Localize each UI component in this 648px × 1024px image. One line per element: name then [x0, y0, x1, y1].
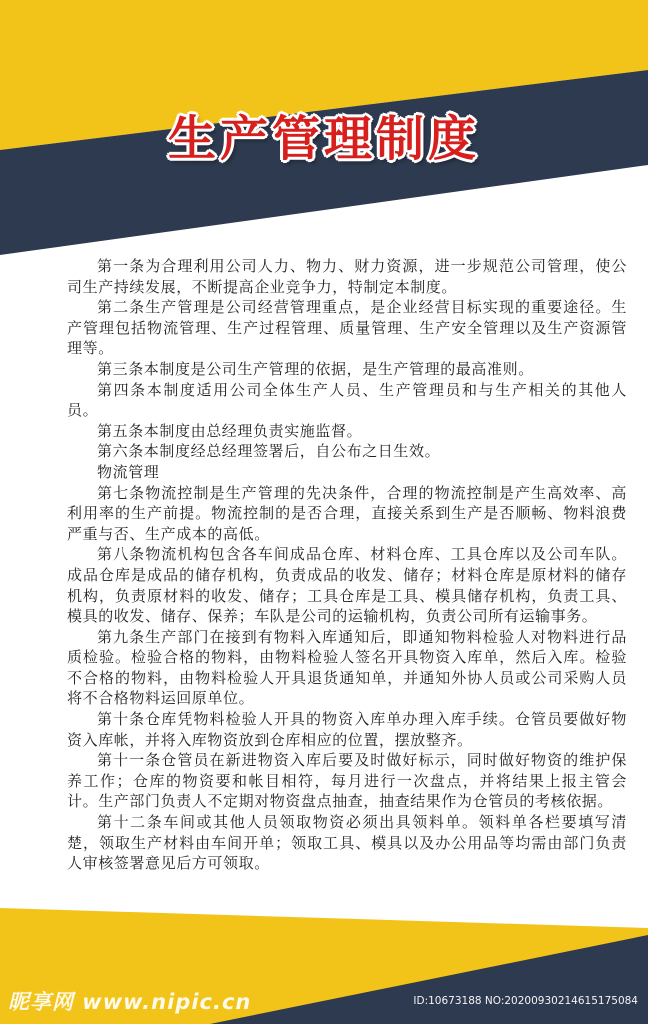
- article-11: 第十一条仓管员在新进物资入库后要及时做好标示，同时做好物资的维护保养工作；仓库的物资要和帐目相符，每月进行一次盘点，并将结果上报主管会计。生产部门负责人不定期对物资盘点抽查，抽查结果作为仓管员的考核依据。: [67, 751, 627, 811]
- article-2: 第二条生产管理是公司经营管理重点，是企业经营目标实现的重要途径。生产管理包括物流管理、生产过程管理、质量管理、生产安全管理以及生产资源管理等。: [67, 298, 627, 358]
- article-8: 第八条物流机构包含各车间成品仓库、材料仓库、工具仓库以及公司车队。成品仓库是成品的储存机构，负责成品的收发、储存；材料仓库是原材料的储存机构，负责原材料的收发、储存；工具仓库是工具、模具储存机构，负责工具、模具的收发、储存、保养；车队是公司的运输机构，负责公司所有运输事务。: [67, 545, 627, 626]
- article-3: 第三条本制度是公司生产管理的依据，是生产管理的最高准则。: [97, 359, 534, 378]
- watermark-logo: 昵享网 www.nipic.cn: [8, 990, 252, 1014]
- poster-title: 生产管理制度: [167, 111, 480, 167]
- article-12: 第十二条车间或其他人员领取物资必须出具领料单。领料单各栏要填写清楚，领取生产材料由车间开单；领取工具、模具以及办公用品等均需由部门负责人审核签署意见后方可领取。: [67, 813, 627, 873]
- article-6: 第六条本制度经总经理签署后，自公布之日生效。: [97, 442, 441, 461]
- article-5: 第五条本制度由总经理负责实施监督。: [97, 421, 363, 440]
- regulation-text: [67, 256, 627, 874]
- watermark-id: ID:10673188 NO:20200930214615175084: [413, 995, 638, 1007]
- article-10: 第十条仓库凭物料检验人开具的物资入库单办理入库手续。仓管员要做好物资入库帐，并将入库物资放到仓库相应的位置，摆放整齐。: [67, 710, 627, 749]
- article-9: 第九条生产部门在接到有物料入库通知后，即通知物料检验人对物料进行品质检验。检验合格的物料，由物料检验人签名开具物资入库单，然后入库。检验不合格的物料，由物料检验人开具退货通知单，并通知外协人员或公司采购人员将不合格物料运回原单位。: [67, 627, 627, 708]
- article-4: 第四条本制度适用公司全体生产人员、生产管理员和与生产相关的其他人员。: [67, 380, 627, 420]
- section-heading: 物流管理: [97, 462, 160, 481]
- article-7: 第七条物流控制是生产管理的先决条件，合理的物流控制是产生高效率、高利用率的生产前提。物流控制的是否合理，直接关系到生产是否顺畅、物料浪费严重与否、生产成本的高低。: [67, 483, 627, 543]
- article-1: 第一条为合理利用公司人力、物力、财力资源，进一步规范公司管理，使公司生产持续发展，不断提高企业竞争力，特制定本制度。: [67, 257, 627, 296]
